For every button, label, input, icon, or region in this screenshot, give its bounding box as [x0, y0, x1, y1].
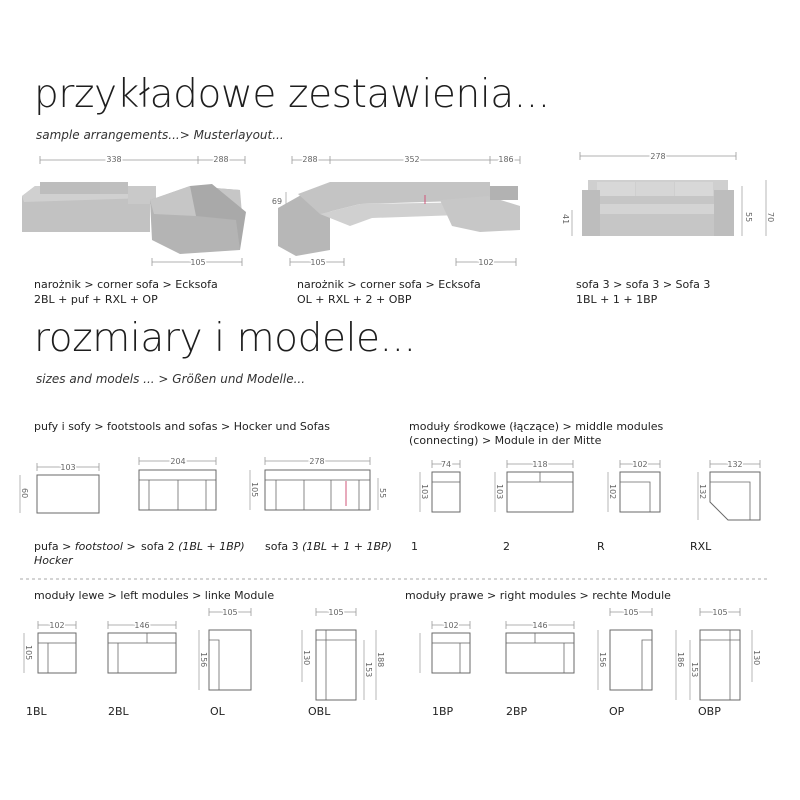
dim-arr3-h1: 70: [766, 212, 775, 223]
dim-sofa3-w: 278: [309, 457, 325, 466]
dim-mrxl-h: 132: [698, 484, 707, 500]
middle-module-2-drawing: [495, 460, 573, 512]
dim-m1-w: 74: [440, 460, 452, 469]
dim-arr2-b1: 105: [310, 258, 326, 267]
dim-obp-w: 105: [712, 608, 728, 617]
dim-mr-h: 102: [608, 484, 617, 500]
middle-module-rxl-drawing: [698, 460, 760, 520]
dim-m1-h: 103: [420, 484, 429, 500]
left-module-2bl-drawing: [108, 621, 176, 673]
dim-sofa3-h: 105: [250, 482, 259, 498]
dim-m2-w: 118: [532, 460, 548, 469]
left-module-ol-drawing: [199, 608, 251, 690]
middle-heading-line2: (connecting) > Module in der Mitte: [409, 434, 602, 447]
left-module-2bl-label: 2BL: [108, 705, 129, 718]
left-modules-heading: moduły lewe > left modules > linke Module: [34, 589, 275, 602]
footstool-drawing: [20, 463, 99, 513]
arrangement-3-modules: 1BL + 1 + 1BP: [576, 293, 658, 306]
middle-heading-line1: moduły środkowe (łączące) > middle modules: [409, 420, 664, 433]
dim-obl-h3: 188: [376, 652, 385, 668]
dim-obl-h2: 153: [364, 662, 373, 678]
middle-module-r-drawing: [608, 460, 660, 512]
dim-arr2-b2: 102: [478, 258, 494, 267]
dim-obp-h: 186: [676, 652, 685, 668]
dim-arr3-hl: 41: [561, 214, 570, 225]
left-module-1bl-label: 1BL: [26, 705, 47, 718]
arrangement-1-modules: 2BL + puf + RXL + OP: [34, 293, 158, 306]
dim-footstool-h: 60: [20, 488, 29, 499]
dim-footstool-w: 103: [60, 463, 76, 472]
right-module-1bp-label: 1BP: [432, 705, 454, 718]
right-modules-heading: moduły prawe > right modules > rechte Module: [405, 589, 671, 602]
right-module-2bp-label: 2BP: [506, 705, 528, 718]
right-module-1bp-drawing: [420, 621, 470, 673]
dim-mr-w: 102: [632, 460, 648, 469]
dim-op-w: 105: [623, 608, 639, 617]
footstool-label-line2: Hocker: [34, 554, 73, 567]
dim-sofa3-h2: 55: [378, 488, 387, 499]
dim-1bp-w: 102: [443, 621, 459, 630]
footstools-heading: pufy i sofy > footstools and sofas > Hocker und Sofas: [34, 420, 330, 433]
sofa-2-drawing: [139, 457, 216, 510]
dim-m2-h: 103: [495, 484, 504, 500]
dim-obp-h3: 130: [752, 650, 761, 666]
dim-1bl-w: 102: [49, 621, 65, 630]
right-module-obp-drawing: [676, 608, 761, 700]
right-module-op-label: OP: [609, 705, 625, 718]
middle-module-rxl-label: RXL: [690, 540, 712, 553]
middle-module-1-drawing: [420, 460, 460, 512]
dim-ol-w: 105: [222, 608, 238, 617]
sofa-3-drawing: [250, 457, 387, 510]
page-title: przykładowe zestawienia...: [34, 72, 550, 117]
right-module-2bp-drawing: [506, 621, 574, 673]
dim-op-h: 156: [598, 652, 607, 668]
dim-arr3-h2: 55: [744, 212, 753, 223]
dim-obp-h2: 153: [690, 662, 699, 678]
left-module-ol-label: OL: [210, 705, 225, 718]
dim-obl-h: 130: [302, 650, 311, 666]
left-module-obl-label: OBL: [308, 705, 331, 718]
dim-arr2-h: 69: [271, 197, 283, 206]
dim-2bp-w: 146: [532, 621, 548, 630]
sofa-2-label: sofa 2 (1BL + 1BP): [141, 540, 245, 553]
right-module-op-drawing: [598, 608, 652, 690]
dim-sofa2-w: 204: [170, 457, 186, 466]
middle-module-2-label: 2: [503, 540, 510, 553]
middle-module-1-label: 1: [411, 540, 418, 553]
right-module-obp-label: OBP: [698, 705, 721, 718]
arrangement-2-modules: OL + RXL + 2 + OBP: [297, 293, 412, 306]
dim-mrxl-w: 132: [727, 460, 743, 469]
dim-obl-w: 105: [328, 608, 344, 617]
dim-arr2-w2: 352: [404, 155, 420, 164]
dim-1bl-h: 105: [24, 645, 33, 661]
dim-arr3-w: 278: [650, 152, 666, 161]
dim-arr1-w1: 338: [106, 155, 122, 164]
footstool-label: pufa > footstool >: [34, 540, 136, 553]
dim-arr2-w1: 288: [302, 155, 318, 164]
sizes-title: rozmiary i modele...: [34, 316, 416, 361]
arrangement-1-caption: narożnik > corner sofa > Ecksofa: [34, 278, 218, 291]
middle-module-r-label: R: [597, 540, 605, 553]
dim-2bl-w: 146: [134, 621, 150, 630]
left-module-obl-drawing: [302, 608, 385, 700]
arrangement-3-caption: sofa 3 > sofa 3 > Sofa 3: [576, 278, 711, 291]
sizes-subtitle: sizes and models ... > Größen und Modelle...: [36, 372, 306, 386]
dim-arr1-bottom: 105: [190, 258, 206, 267]
sofa-3-label: sofa 3 (1BL + 1 + 1BP): [265, 540, 392, 553]
left-module-1bl-drawing: [24, 621, 76, 673]
dim-arr1-w2: 288: [213, 155, 229, 164]
dim-arr2-w3: 186: [498, 155, 514, 164]
dim-ol-h: 156: [199, 652, 208, 668]
arrangement-2-caption: narożnik > corner sofa > Ecksofa: [297, 278, 481, 291]
page-subtitle: sample arrangements...> Musterlayout...: [36, 128, 284, 142]
